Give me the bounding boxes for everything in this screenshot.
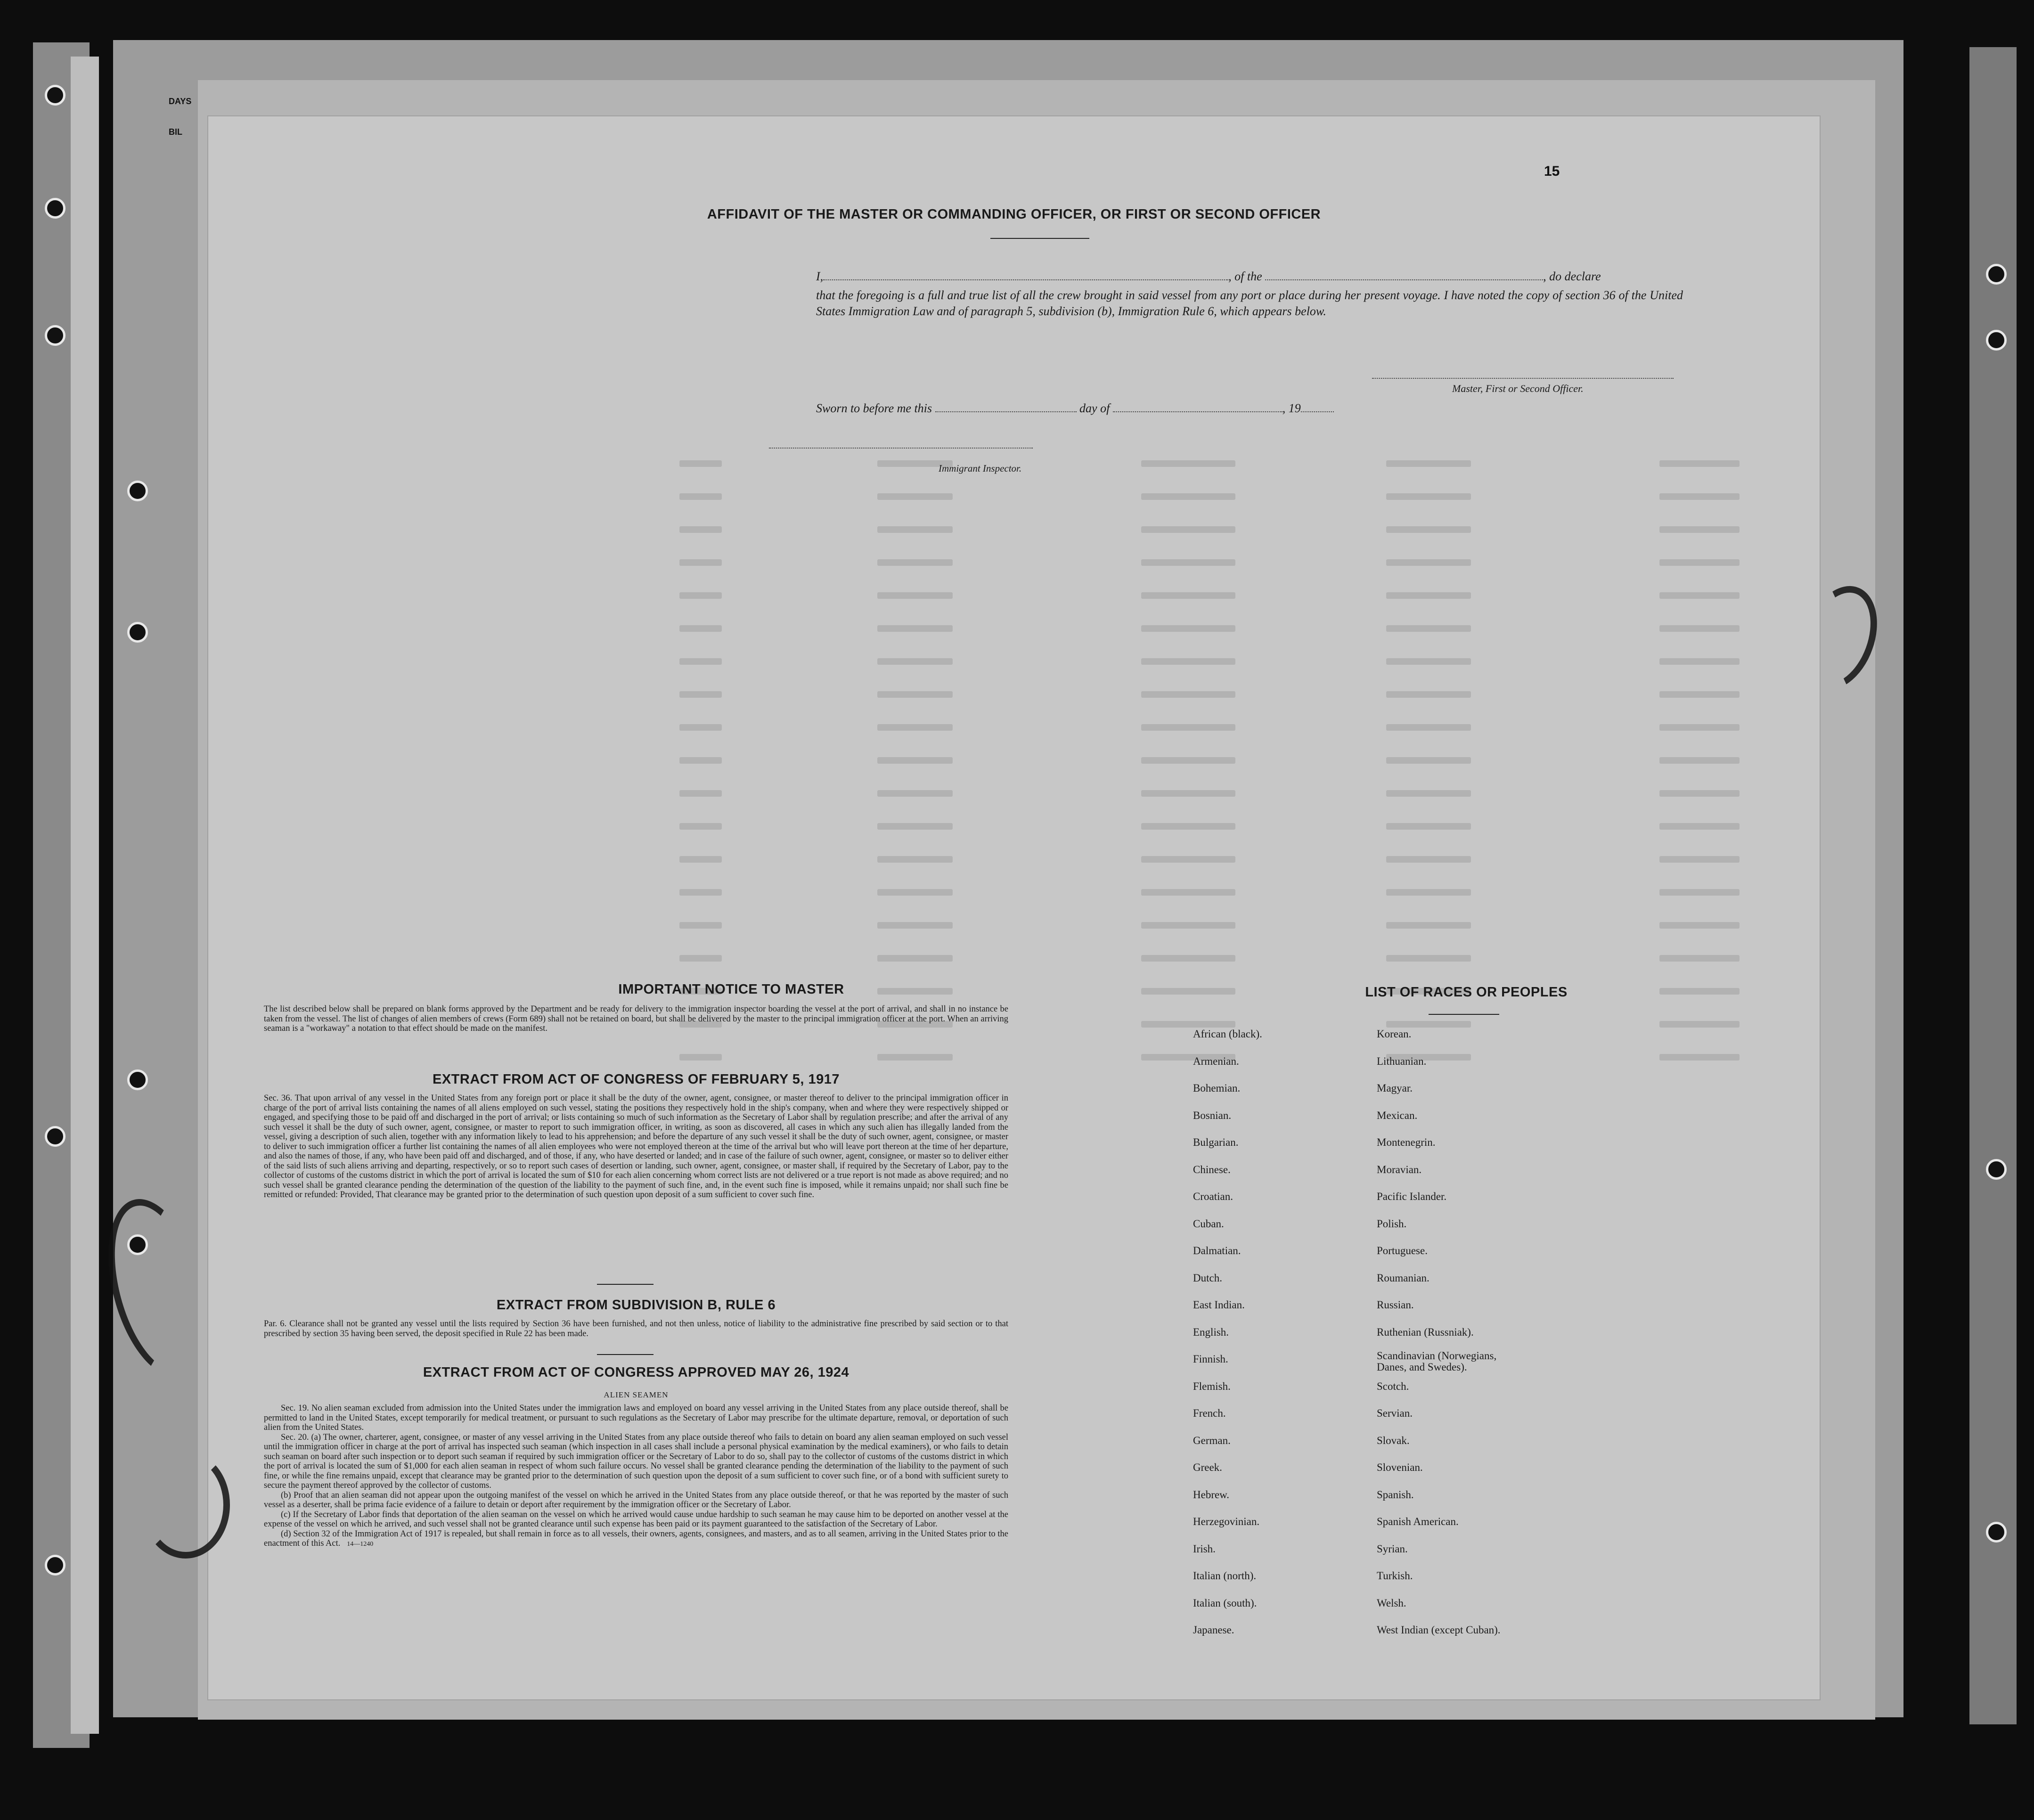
sec-20b: (b) Proof that an alien seaman did not appear upon the outgoing manifest of the vessel on which he arrived in the United States from any place outside thereof, or that he was reported by the master of such vessel as a deserter, shall be prima facie evidence of a failure to detain or deport after requirement by the immigration officer or the Secretary of Labor. (264, 1490, 1008, 1510)
declaration-of-the: , of the (1228, 269, 1262, 283)
race-item: Croatian. (1193, 1191, 1233, 1202)
sec-19: Sec. 19. No alien seaman excluded from admission into the United States under the immigration laws and employed on board any vessel arriving in the United States from any place outside thereof, shall be permitted to land in the United States, except temporarily for medical treatment, or pursuant to such regulations as the Secretary of Labor may prescribe for the ultimate departure, removal, or deportation of such alien from the United States. (264, 1404, 1008, 1432)
punch-hole (127, 481, 148, 501)
sec-20a: Sec. 20. (a) The owner, charterer, agent, consignee, or master of any vessel arriving in the United States from any place outside thereof who fails to detain on board any alien seaman employed on such vessel until the immigration officer in charge at the port of arrival has inspected such seaman (which inspection in all cases shall include a personal physical examination by the medical examiners), or who fails to detain such seaman on board after such inspection or to deport such seaman if required by such immigration officer or the Secretary of Labor to do so, shall pay to the collector of customs of the customs district in which the port of arrival is located the sum of $1,000 for each alien seaman in respect of whom such failure occurs. No vessel shall be granted clearance pending the determination of the liability to the payment of such fine, or while the fine remains unpaid, except that clearance may be granted prior to the determination of such question upon the deposit of a sum sufficient to cover such fine, or of a bond with sufficient surety to secure the payment thereof approved by the collector of customs. (264, 1432, 1008, 1490)
section-rule (597, 1284, 653, 1285)
race-item: Ruthenian (Russniak). (1377, 1326, 1474, 1338)
affidavit-title: AFFIDAVIT OF THE MASTER OR COMMANDING OFFICER, OR FIRST OR SECOND OFFICER (707, 207, 1321, 222)
race-item: Bosnian. (1193, 1109, 1232, 1121)
sworn-text-a: Sworn to before me this (816, 401, 932, 415)
race-item: Finnish. (1193, 1353, 1228, 1365)
sec-20c: (c) If the Secretary of Labor finds that deportation of the alien seaman on the vessel on which he arrived would cause undue hardship to such seaman he may cause him to be deported on another vessel at the expense of the vessel on which he arrived, and such vessel shall not be granted clearance until such expense has been paid or its payment guaranteed to the satisfaction of the Secretary of Labor. (264, 1510, 1008, 1529)
inspector-signature-line[interactable] (769, 448, 1033, 449)
master-caption: Master, First or Second Officer. (1452, 383, 1584, 394)
extract-1924-body (264, 1404, 1008, 1550)
race-item: German. (1193, 1434, 1231, 1446)
extract-rule6-body: Par. 6. Clearance shall not be granted any vessel until the lists required by Section 36 have been furnished, and not then unless, notice of liability to the administrative fine prescribed by said section or to that prescribed by section 35 having been served, the deposit specified in Rule 22 has been made. (264, 1319, 1008, 1338)
form-page (207, 115, 1821, 1700)
sworn-day-field[interactable] (935, 411, 1077, 412)
punch-hole (1986, 330, 2007, 351)
extract-1917-title: EXTRACT FROM ACT OF CONGRESS OF FEBRUARY 5, 1917 (432, 1072, 840, 1087)
race-item: Korean. (1377, 1028, 1412, 1040)
background-sheet-right (1969, 47, 2017, 1724)
punch-hole (1986, 264, 2007, 285)
sworn-year-field[interactable] (1301, 411, 1334, 412)
sworn-line (816, 401, 1334, 416)
race-item: Polish. (1377, 1217, 1407, 1230)
notice-body: The list described below shall be prepared on blank forms approved by the Department and be ready for delivery to the immigration inspector boarding the vessel at the port of arrival, and shall in no instance be taken from the vessel. The list of changes of alien members of crews (Form 689) shall not be retained on board, but shall be delivered by the master to the principal immigration officer at the port. When an arriving seaman is a "workaway" a notation to that effect should be made on the manifest. (264, 1004, 1008, 1033)
punch-hole (127, 622, 148, 643)
punch-hole (45, 1126, 65, 1147)
race-item: Cuban. (1193, 1217, 1224, 1230)
races-rule (1429, 1014, 1499, 1015)
races-list (1193, 1028, 1805, 1754)
race-item: Greek. (1193, 1461, 1222, 1473)
title-rule (990, 238, 1089, 239)
race-item: Roumanian. (1377, 1272, 1430, 1284)
race-item: Spanish American. (1377, 1516, 1459, 1527)
declaration-i: I, (816, 269, 824, 283)
vessel-field[interactable] (1265, 279, 1543, 280)
race-item: English. (1193, 1326, 1229, 1338)
race-item: Japanese. (1193, 1624, 1234, 1636)
declaration-line (609, 269, 1601, 284)
race-item: Flemish. (1193, 1380, 1231, 1392)
race-item: Servian. (1377, 1407, 1413, 1419)
inspector-caption: Immigrant Inspector. (939, 463, 1022, 474)
punch-hole (45, 198, 65, 219)
race-item: Syrian. (1377, 1543, 1408, 1555)
race-item: French. (1193, 1407, 1226, 1419)
background-sheet-left-inner (71, 57, 99, 1734)
race-item: Italian (north). (1193, 1570, 1257, 1582)
race-item: Montenegrin. (1377, 1136, 1436, 1148)
race-item: Welsh. (1377, 1597, 1406, 1609)
sworn-text-b: day of (1079, 401, 1110, 415)
punch-hole (45, 85, 65, 106)
race-item: Armenian. (1193, 1055, 1239, 1067)
race-item: Hebrew. (1193, 1488, 1230, 1501)
sec-20d-text: (d) Section 32 of the Immigration Act of 1917 is repealed, but shall remain in force as to all vessels, their owners, agents, consignees, and masters, and as to all seamen, arriving in the United States prior to the enactment of this Act. (264, 1529, 1008, 1548)
declaration-do-declare: , do declare (1543, 269, 1601, 283)
name-field[interactable] (823, 279, 1228, 280)
edge-label-days: DAYS (169, 97, 192, 106)
ink-scribble (141, 1451, 230, 1559)
race-item: Slovak. (1377, 1434, 1410, 1446)
race-item: West Indian (except Cuban). (1377, 1624, 1501, 1636)
race-item: Mexican. (1377, 1109, 1418, 1121)
race-item: Spanish. (1377, 1488, 1414, 1501)
affidavit-body: that the foregoing is a full and true list of all the crew brought in said vessel from any port or place during her present voyage. I have noted the copy of section 36 of the United States Immigration Law and of paragraph 5, subdivision (b), Immigration Rule 6, which appears below. (816, 288, 1683, 318)
race-item: Dalmatian. (1193, 1245, 1241, 1257)
race-item: Italian (south). (1193, 1597, 1257, 1609)
race-item: Pacific Islander. (1377, 1191, 1447, 1202)
punch-hole (1986, 1159, 2007, 1180)
race-item: Russian. (1377, 1299, 1414, 1311)
race-item: Dutch. (1193, 1272, 1222, 1284)
race-item: Moravian. (1377, 1163, 1422, 1175)
punch-hole (1986, 1522, 2007, 1543)
race-item: East Indian. (1193, 1299, 1245, 1311)
sworn-month-field[interactable] (1113, 411, 1282, 412)
race-item: Lithuanian. (1377, 1055, 1427, 1067)
race-item: Irish. (1193, 1543, 1216, 1555)
race-item: Portuguese. (1377, 1245, 1428, 1257)
edge-label-bill: BIL (169, 127, 182, 137)
extract-rule6-title: EXTRACT FROM SUBDIVISION B, RULE 6 (496, 1298, 776, 1313)
race-item: African (black). (1193, 1028, 1262, 1040)
race-item: Slovenian. (1377, 1461, 1423, 1473)
extract-1917-body: Sec. 36. That upon arrival of any vessel in the United States from any foreign port or place it shall be the duty of the owner, agent, consignee, or master thereof to deliver to the principal immigration officer in charge of the port of arrival lists containing the names of all aliens employed on such vessel, stating the positions they respectively hold in the ship's company, when and where they were respectively shipped or engaged, and specifying those to be paid off and discharged in the port of arrival; or lists containing so much of such information as the Secretary of Labor shall by regulation prescribe; and after the arrival of any such vessel it shall be the duty of such owner, agent, consignee, or master to report to such immigration officer, in writing, as soon as discovered, all cases in which any such alien has illegally landed from the vessel, giving a description of such alien, together with any information likely to lead to his apprehension; and before the departure of any such vessel it shall be the duty of such owner, agent, consignee, or master to deliver to such immigration officer a further list containing the names of all alien employees who were not employed thereon at the time of the arrival but who will leave port thereon at the time of her departure, and also the names of those, if any, who have been paid off and discharged, and of those, if any, who have deserted or landed; and in case of the failure of such owner, agent, consignee, or master so to deliver either of the said lists of such aliens arriving and departing, respectively, or so to report such cases of desertion or landing, such owner, agent, consignee, or master shall, if required by the Secretary of Labor, pay to the collector of customs of the customs district in which the port of arrival is located the sum of $10 for each alien concerning whom correct lists are not delivered or a true report is not made as above required; and no such vessel shall be granted clearance pending the determination of the question of the liability to the payment of such fine, and, in the event such fine is imposed, while it remains unpaid; nor shall such fine be remitted or refunded: Provided, That clearance may be granted prior to the determination of such question upon deposit of a sum sufficient to cover such fine. (264, 1094, 1008, 1200)
sworn-text-c: , 19 (1282, 401, 1301, 415)
race-item: Chinese. (1193, 1163, 1231, 1175)
form-number: 14—1240 (347, 1541, 374, 1548)
race-item: Herzegovinian. (1193, 1516, 1260, 1527)
race-item: Scotch. (1377, 1380, 1409, 1392)
race-item: Bulgarian. (1193, 1136, 1239, 1148)
alien-seamen-subtitle: ALIEN SEAMEN (604, 1390, 669, 1399)
race-item: Magyar. (1377, 1082, 1413, 1094)
extract-1924-title: EXTRACT FROM ACT OF CONGRESS APPROVED MAY 26, 1924 (423, 1365, 850, 1380)
race-item: Bohemian. (1193, 1082, 1241, 1094)
race-item: Turkish. (1377, 1570, 1413, 1582)
section-rule (597, 1354, 653, 1355)
punch-hole (127, 1069, 148, 1090)
master-signature-line[interactable] (1372, 378, 1674, 379)
sec-20d (264, 1529, 1008, 1550)
punch-hole (45, 325, 65, 346)
notice-title: IMPORTANT NOTICE TO MASTER (618, 982, 844, 997)
punch-hole (45, 1555, 65, 1575)
race-item: Scandinavian (Norwegians, Danes, and Swedes). (1377, 1350, 1497, 1373)
races-title: LIST OF RACES OR PEOPLES (1365, 985, 1568, 1000)
ink-mark: 15 (1544, 163, 1560, 179)
